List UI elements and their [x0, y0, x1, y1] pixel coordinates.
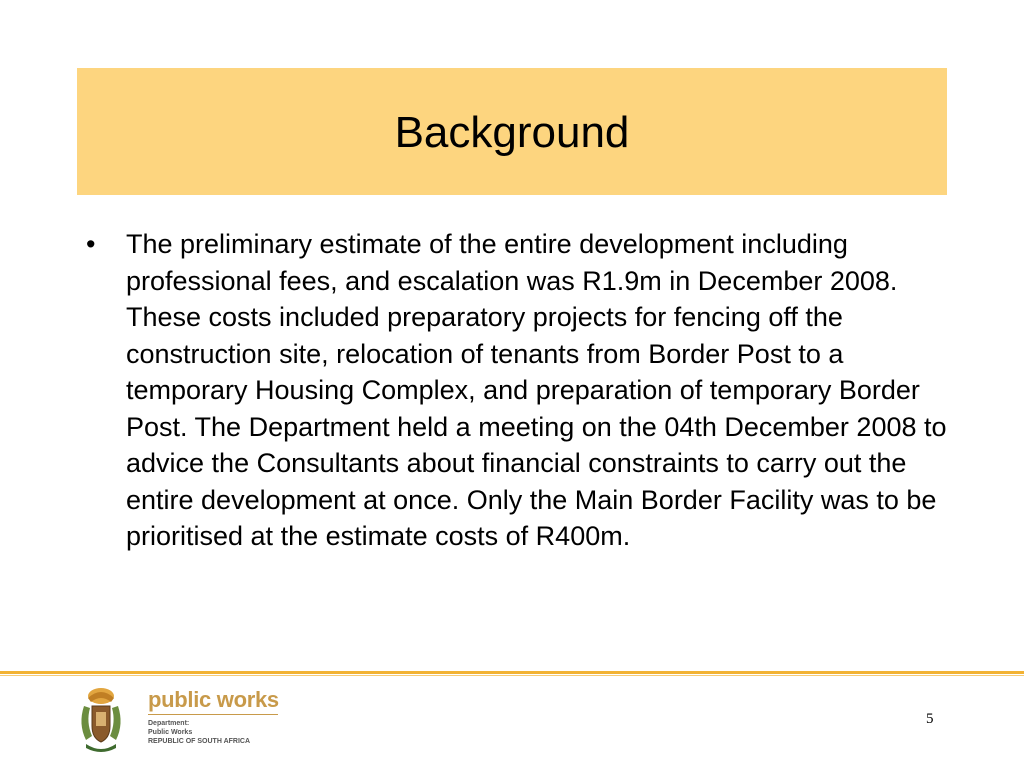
slide-title: Background: [394, 107, 630, 157]
public-works-logo: [74, 684, 294, 756]
bullet-marker: •: [86, 229, 96, 259]
coat-of-arms-icon: [74, 684, 128, 756]
logo-country: REPUBLIC OF SOUTH AFRICA: [148, 738, 251, 745]
footer-divider-thin: [0, 675, 1024, 676]
title-banner: [77, 68, 947, 195]
logo-brand-name: public works: [148, 687, 279, 712]
bullet-list: [86, 226, 956, 555]
logo-rule: [148, 714, 278, 715]
footer-divider: [0, 671, 1024, 674]
logo-department-label: Department:: [148, 720, 190, 727]
page-number: 5: [926, 711, 934, 727]
bullet-item: [86, 226, 956, 555]
logo-department-name: Public Works: [148, 729, 193, 736]
bullet-text: The preliminary estimate of the entire development including professional fees, and escalation was R1.9m in December 2008. These costs included preparatory projects for fencing off the construction site, relocation of tenants from Border Post to a temporary Housing Complex, and preparation of temporary Border Post. The Department held a meeting on the 04th December 2008 to advice the Consultants about financial constraints to carry out the entire development at once. Only the Main Border Facility was to be prioritised at the estimate costs of R400m.: [126, 229, 947, 551]
